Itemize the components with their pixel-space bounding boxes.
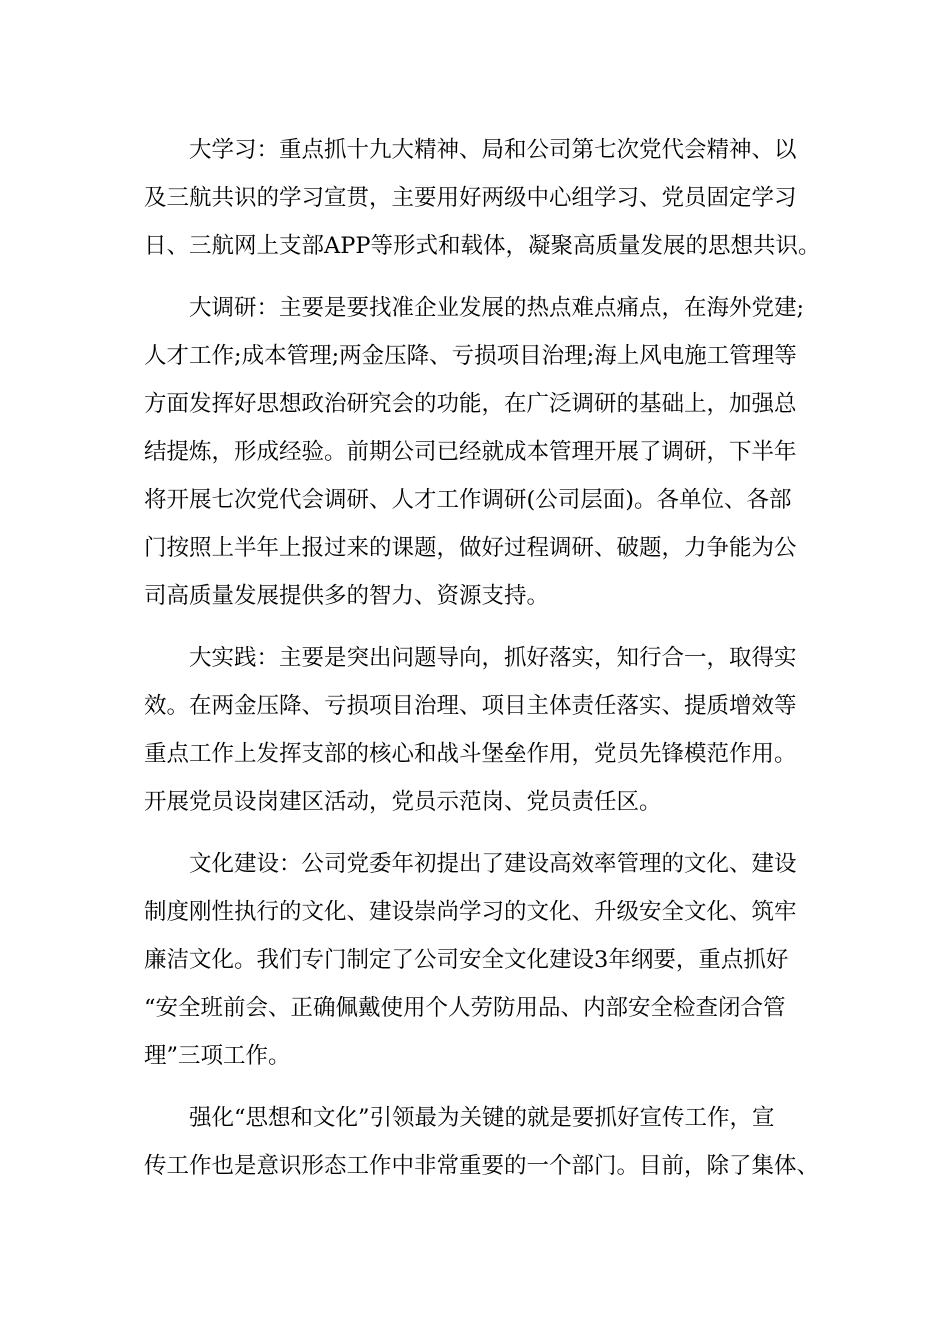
text-line: 传工作也是意识形态工作中非常重要的一个部门。目前，除了集体、 bbox=[144, 1153, 820, 1179]
text-line: 重点工作上发挥支部的核心和战斗堡垒作用，党员先锋模范作用。 bbox=[144, 741, 797, 767]
text-line: 效。在两金压降、亏损项目治理、项目主体责任落实、提质增效等 bbox=[144, 693, 797, 719]
text-line: 方面发挥好思想政治研究会的功能，在广泛调研的基础上，加强总 bbox=[144, 391, 797, 417]
text-line: 开展党员设岗建区活动，党员示范岗、党员责任区。 bbox=[144, 789, 662, 815]
text-line: 文化建设：公司党委年初提出了建设高效率管理的文化、建设 bbox=[189, 851, 797, 877]
text-line: 大学习：重点抓十九大精神、局和公司第七次党代会精神、以 bbox=[189, 137, 797, 163]
text-line: 门按照上半年上报过来的课题，做好过程调研、破题，力争能为公 bbox=[144, 535, 797, 561]
text-line: “安全班前会、正确佩戴使用个人劳防用品、内部安全检查闭合管 bbox=[144, 995, 786, 1021]
paragraph-research bbox=[144, 284, 804, 620]
paragraph-practice bbox=[144, 634, 804, 826]
paragraph-study bbox=[144, 126, 821, 270]
text-line: 司高质量发展提供多的智力、资源支持。 bbox=[144, 583, 550, 609]
text-line: 廉洁文化。我们专门制定了公司安全文化建设3年纲要，重点抓好 bbox=[144, 947, 789, 973]
document-body bbox=[144, 126, 821, 1190]
text-line: 理”三项工作。 bbox=[144, 1043, 291, 1069]
text-line: 结提炼，形成经验。前期公司已经就成本管理开展了调研，下半年 bbox=[144, 439, 797, 465]
text-line: 将开展七次党代会调研、人才工作调研(公司层面)。各单位、各部 bbox=[144, 487, 792, 513]
paragraph-publicity bbox=[144, 1094, 820, 1190]
text-line: 强化“思想和文化”引领最为关键的就是要抓好宣传工作，宣 bbox=[189, 1105, 775, 1131]
text-line: 日、三航网上支部APP等形式和载体，凝聚高质量发展的思想共识。 bbox=[144, 233, 821, 259]
text-line: 制度刚性执行的文化、建设崇尚学习的文化、升级安全文化、筑牢 bbox=[144, 899, 797, 925]
text-line: 及三航共识的学习宣贯，主要用好两级中心组学习、党员固定学习 bbox=[144, 185, 797, 211]
text-line: 人才工作;成本管理;两金压降、亏损项目治理;海上风电施工管理等 bbox=[144, 343, 797, 369]
text-line: 大调研：主要是要找准企业发展的热点难点痛点，在海外党建; bbox=[189, 295, 805, 321]
paragraph-culture bbox=[144, 840, 804, 1080]
text-line: 大实践：主要是突出问题导向，抓好落实，知行合一，取得实 bbox=[189, 645, 797, 671]
